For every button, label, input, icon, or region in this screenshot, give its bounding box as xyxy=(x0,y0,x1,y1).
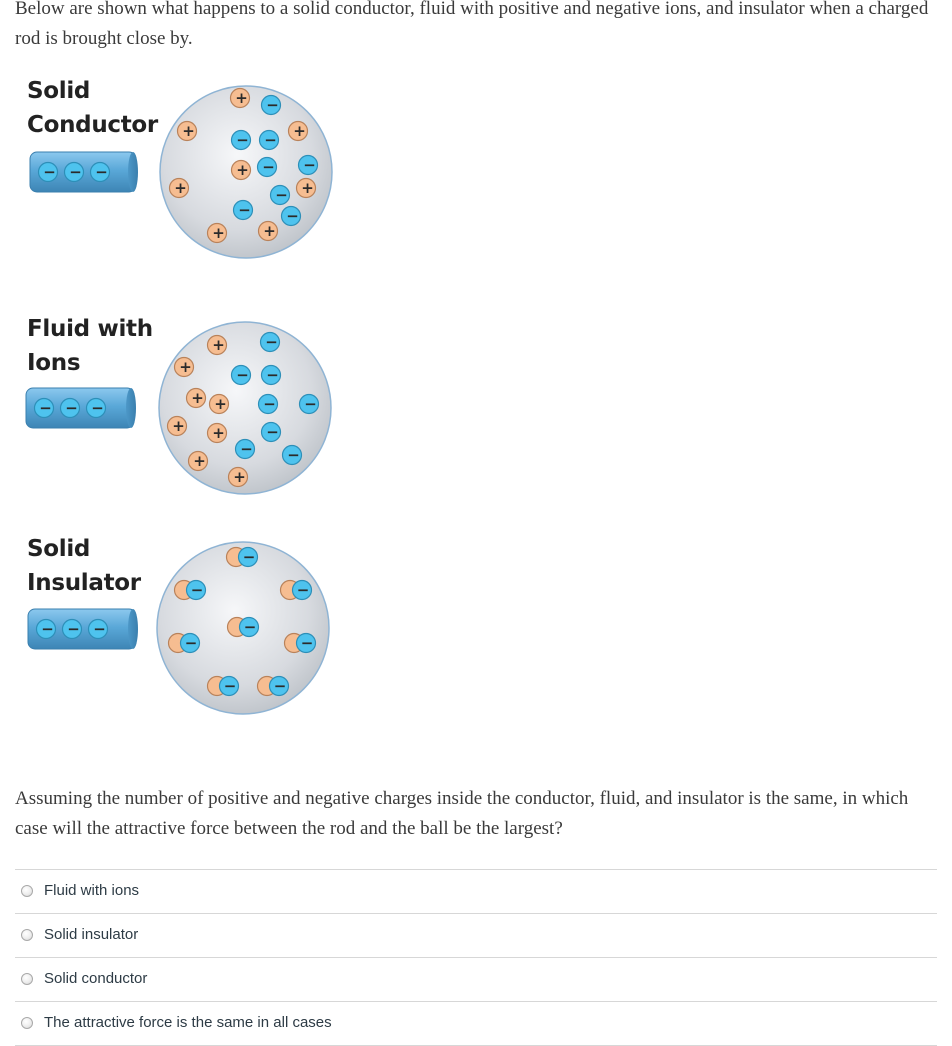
positive-charge xyxy=(189,452,208,471)
label-line1: Solid xyxy=(27,536,91,562)
rod-fluid xyxy=(26,388,136,428)
svg-text:+: + xyxy=(212,224,225,242)
svg-text:+: + xyxy=(193,452,206,470)
answer-option-same-in-all-cases[interactable] xyxy=(15,1002,937,1046)
positive-charge xyxy=(231,89,250,108)
negative-charge xyxy=(236,440,255,459)
negative-charge xyxy=(234,201,253,220)
positive-charge xyxy=(297,179,316,198)
positive-charge xyxy=(210,395,229,414)
rod-insulator xyxy=(28,609,138,649)
dipole-pair xyxy=(169,634,200,653)
radio-button[interactable] xyxy=(21,885,33,897)
answer-label: Solid insulator xyxy=(44,926,139,943)
label-line2: Insulator xyxy=(27,570,141,596)
svg-text:−: − xyxy=(184,634,198,652)
negative-charge xyxy=(262,423,281,442)
negative-charge xyxy=(232,366,251,385)
negative-charge xyxy=(35,399,54,418)
svg-text:−: − xyxy=(303,156,316,174)
radio-button[interactable] xyxy=(21,1017,33,1029)
negative-charge xyxy=(87,399,106,418)
svg-text:−: − xyxy=(69,163,82,181)
negative-charge xyxy=(300,395,319,414)
radio-button[interactable] xyxy=(21,973,33,985)
label-line2: Conductor xyxy=(27,112,158,138)
svg-text:−: − xyxy=(275,186,288,204)
answer-option-solid-conductor[interactable] xyxy=(15,958,937,1002)
svg-text:−: − xyxy=(287,446,300,464)
svg-text:−: − xyxy=(263,395,276,413)
question-text: Assuming the number of positive and negative charges inside the conductor, fluid, and insulator is the same, in which case will the attractive force between the rod and the ball be the largest? xyxy=(15,788,909,839)
svg-text:−: − xyxy=(304,395,317,413)
answer-list xyxy=(15,869,937,1046)
svg-text:−: − xyxy=(286,207,299,225)
svg-text:+: + xyxy=(293,122,306,140)
svg-text:+: + xyxy=(179,358,192,376)
svg-text:−: − xyxy=(265,333,278,351)
negative-charge xyxy=(283,446,302,465)
svg-text:−: − xyxy=(236,131,249,149)
label-line1: Solid xyxy=(27,78,91,104)
negative-charge xyxy=(63,620,82,639)
positive-charge xyxy=(175,358,194,377)
svg-text:−: − xyxy=(41,620,54,638)
svg-text:+: + xyxy=(235,89,248,107)
negative-charge xyxy=(262,96,281,115)
negative-charge xyxy=(37,620,56,639)
negative-charge xyxy=(262,366,281,385)
svg-text:−: − xyxy=(262,158,275,176)
svg-text:−: − xyxy=(67,620,80,638)
positive-charge xyxy=(187,389,206,408)
rods-layer xyxy=(26,152,138,649)
svg-text:+: + xyxy=(174,179,187,197)
negative-charge xyxy=(61,399,80,418)
svg-text:−: − xyxy=(93,620,106,638)
svg-text:+: + xyxy=(236,161,249,179)
svg-text:−: − xyxy=(242,548,256,566)
negative-charge xyxy=(258,158,277,177)
positive-charge xyxy=(168,417,187,436)
svg-text:−: − xyxy=(273,677,287,695)
negative-charge xyxy=(282,207,301,226)
svg-text:−: − xyxy=(240,440,253,458)
svg-text:−: − xyxy=(266,96,279,114)
svg-text:−: − xyxy=(91,399,104,417)
dipole-pair xyxy=(285,634,316,653)
svg-text:+: + xyxy=(233,468,246,486)
intro-text: Below are shown what happens to a solid conductor, fluid with positive and negative ions, and insulator when a charged rod is brought close by. xyxy=(15,0,929,49)
svg-text:−: − xyxy=(238,201,251,219)
negative-charge xyxy=(89,620,108,639)
svg-text:+: + xyxy=(214,395,227,413)
negative-charge xyxy=(299,156,318,175)
svg-text:−: − xyxy=(65,399,78,417)
svg-text:−: − xyxy=(243,618,257,636)
dipole-pair xyxy=(208,677,239,696)
negative-charge xyxy=(271,186,290,205)
positive-charge xyxy=(208,224,227,243)
positive-charge xyxy=(232,161,251,180)
negative-charge xyxy=(65,163,84,182)
svg-text:+: + xyxy=(182,122,195,140)
answer-option-fluid-with-ions[interactable] xyxy=(15,870,937,914)
positive-charge xyxy=(170,179,189,198)
svg-text:+: + xyxy=(172,417,185,435)
positive-charge xyxy=(208,424,227,443)
negative-charge xyxy=(91,163,110,182)
svg-text:−: − xyxy=(223,677,237,695)
svg-text:−: − xyxy=(95,163,108,181)
dipole-pair xyxy=(227,548,258,567)
svg-text:+: + xyxy=(263,222,276,240)
svg-text:−: − xyxy=(296,581,310,599)
svg-text:−: − xyxy=(190,581,204,599)
dipole-pair xyxy=(281,581,312,600)
svg-text:−: − xyxy=(266,423,279,441)
answer-label: The attractive force is the same in all cases xyxy=(44,1014,332,1031)
svg-text:−: − xyxy=(266,366,279,384)
dipole-pair xyxy=(228,618,259,637)
answer-option-solid-insulator[interactable] xyxy=(15,914,937,958)
svg-text:+: + xyxy=(212,424,225,442)
radio-button[interactable] xyxy=(21,929,33,941)
positive-charge xyxy=(208,336,227,355)
positive-charge xyxy=(229,468,248,487)
dipole-pair xyxy=(175,581,206,600)
svg-text:−: − xyxy=(264,131,277,149)
rod-conductor xyxy=(30,152,138,192)
svg-text:−: − xyxy=(236,366,249,384)
negative-charge xyxy=(260,131,279,150)
positive-charge xyxy=(178,122,197,141)
positive-charge xyxy=(289,122,308,141)
svg-text:+: + xyxy=(212,336,225,354)
positive-charge xyxy=(259,222,278,241)
answer-label: Solid conductor xyxy=(44,970,148,987)
label-line2: Ions xyxy=(27,350,81,376)
svg-text:+: + xyxy=(301,179,314,197)
negative-charge xyxy=(39,163,58,182)
negative-charge xyxy=(261,333,280,352)
label-line1: Fluid with xyxy=(27,316,153,342)
svg-text:+: + xyxy=(191,389,204,407)
negative-charge xyxy=(259,395,278,414)
answer-label: Fluid with ions xyxy=(44,882,140,899)
svg-text:−: − xyxy=(300,634,314,652)
svg-text:−: − xyxy=(39,399,52,417)
svg-text:−: − xyxy=(43,163,56,181)
dipole-pair xyxy=(258,677,289,696)
negative-charge xyxy=(232,131,251,150)
